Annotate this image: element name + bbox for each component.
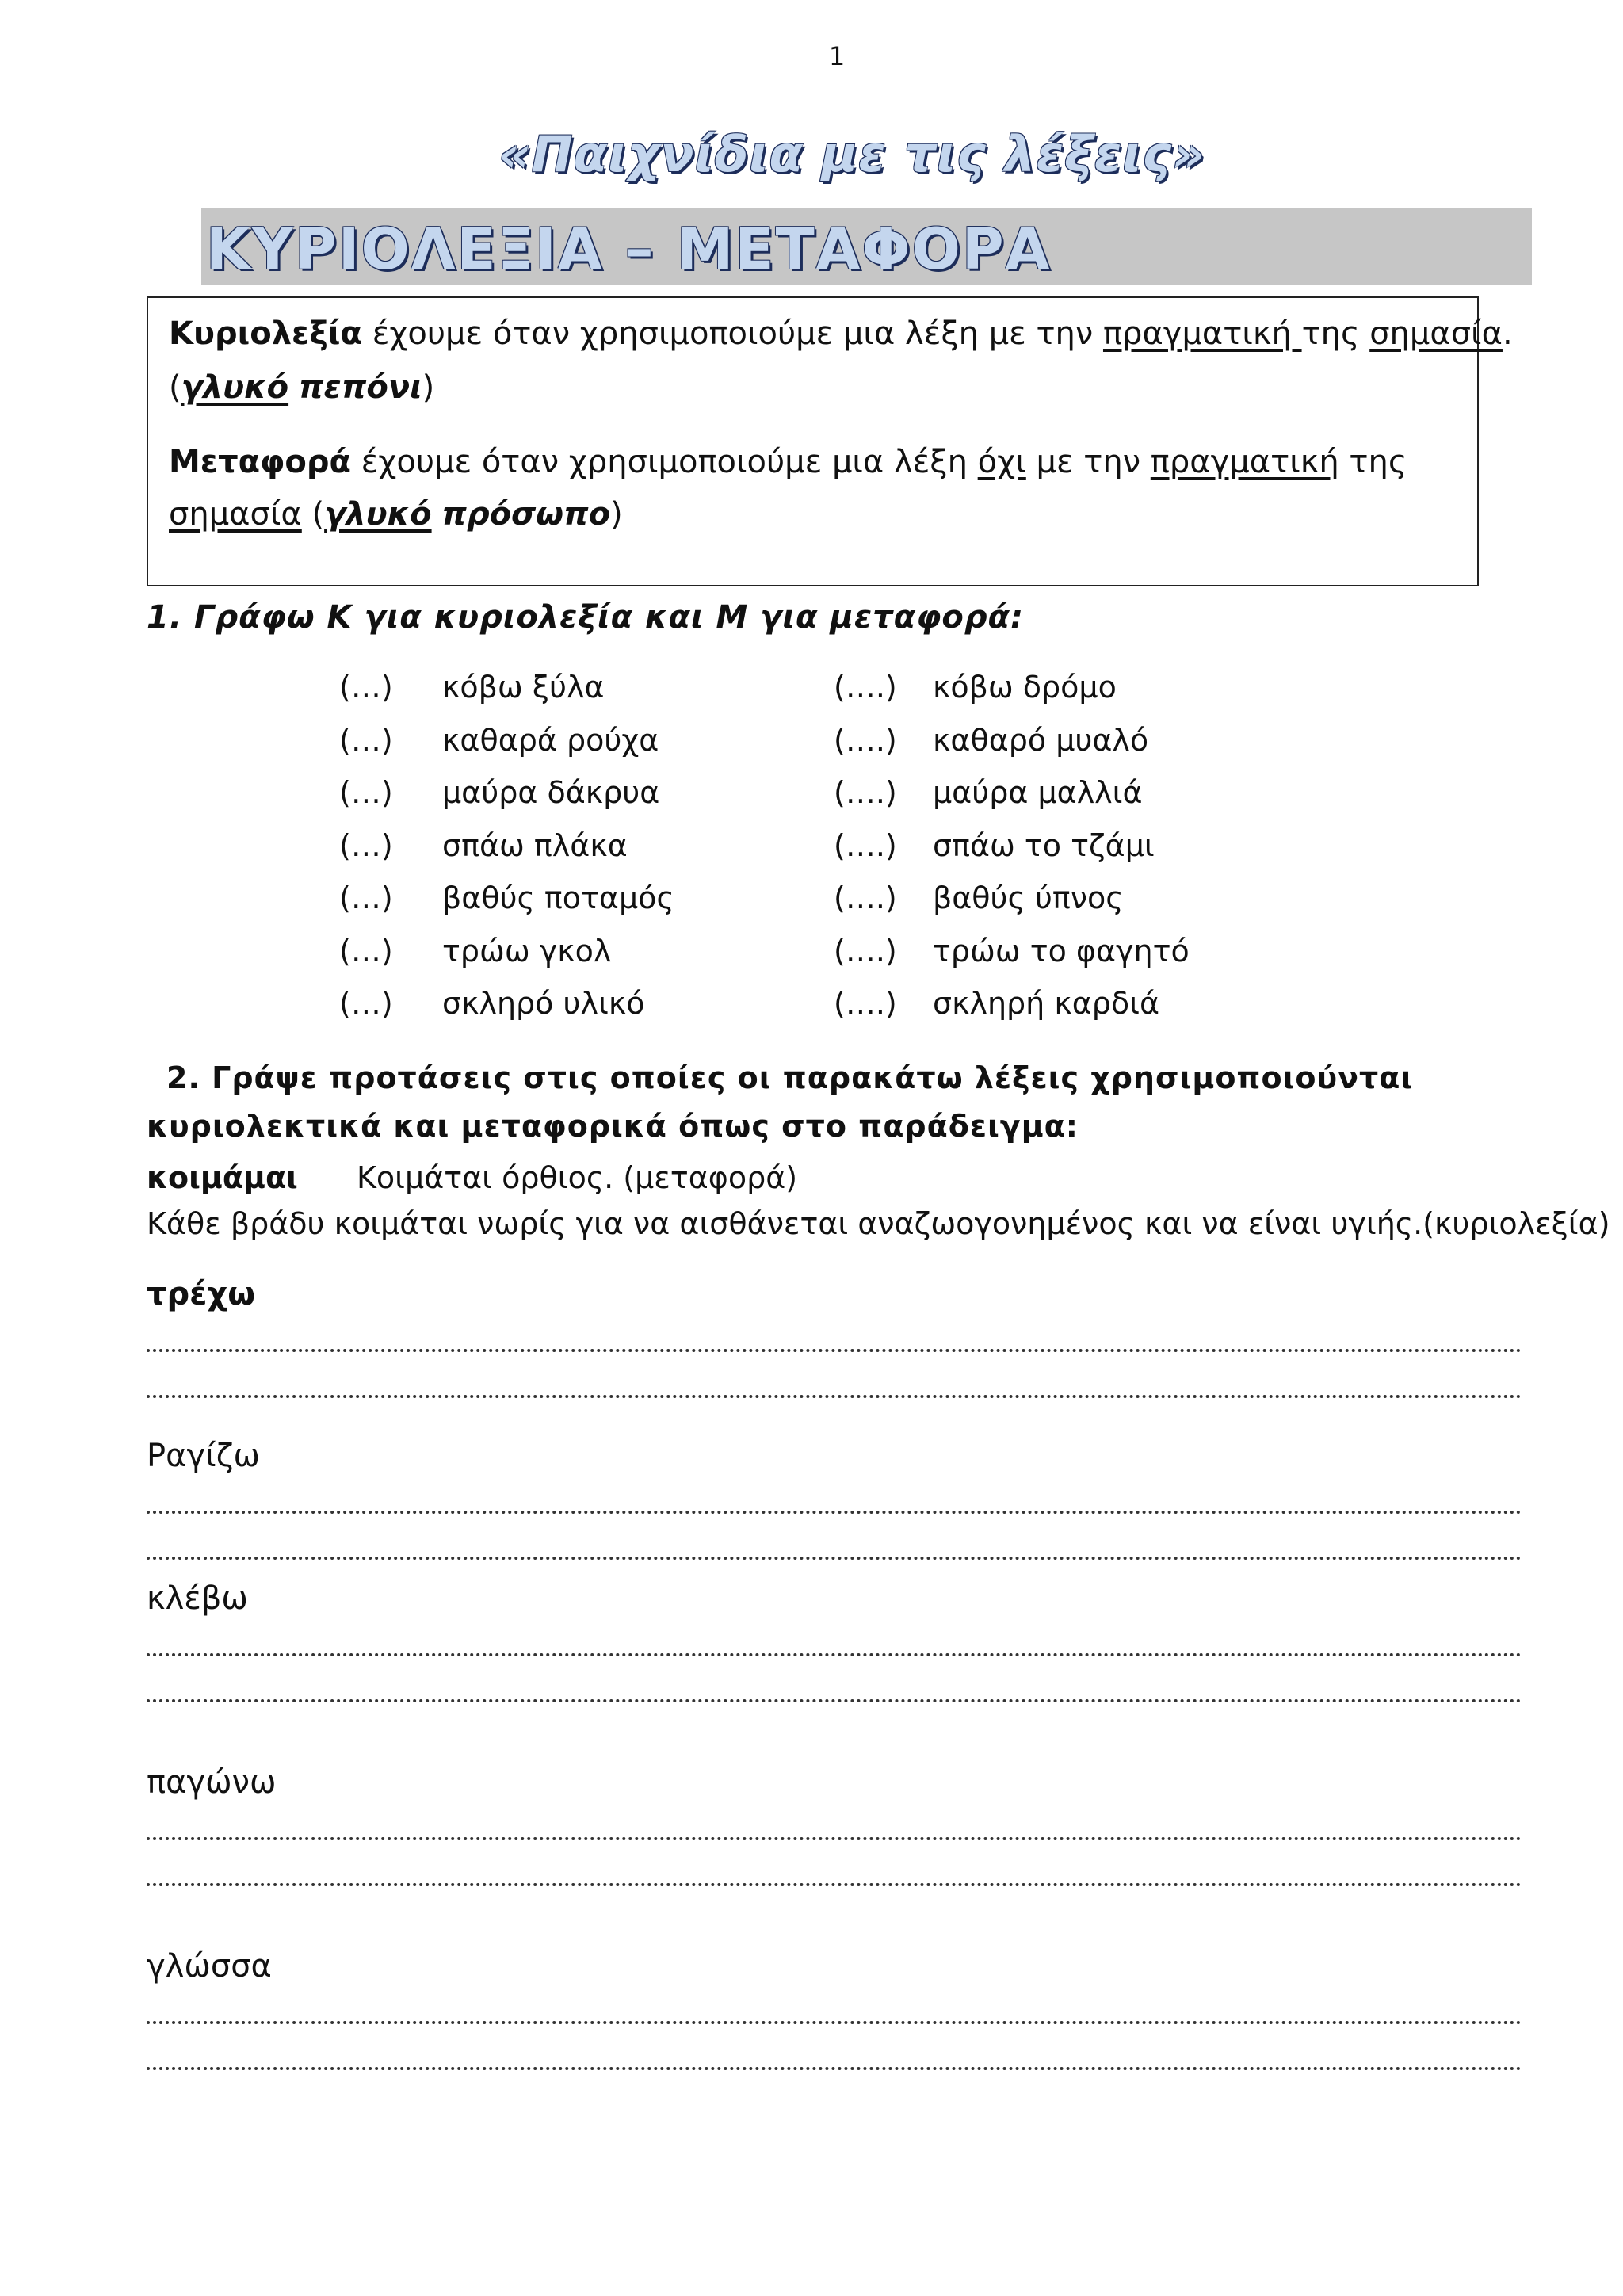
prompt-word: Ραγίζω xyxy=(147,1438,260,1474)
answer-blank-right[interactable]: (….) xyxy=(834,934,897,968)
phrase-right: μαύρα μαλλιά xyxy=(933,775,1143,810)
phrase-right: κόβω δρόμο xyxy=(933,670,1117,705)
answer-line[interactable] xyxy=(147,1653,1522,1656)
phrase-left: βαθύς ποταμός xyxy=(442,881,674,915)
phrase-left: σκληρό υλικό xyxy=(442,986,645,1021)
answer-line[interactable] xyxy=(147,1557,1522,1560)
metaphor-example-noun: πρόσωπο xyxy=(441,496,611,533)
answer-blank-right[interactable]: (….) xyxy=(834,881,897,915)
prompt-word: παγώνω xyxy=(147,1764,277,1801)
prompt-word: γλώσσα xyxy=(147,1948,272,1985)
metaphor-example-space xyxy=(432,496,442,533)
metaphor-text-3: της xyxy=(1338,444,1407,480)
exercise-2-title-line-1: 2. Γράψε προτάσεις στις οποίες οι παρακάτω λέξεις χρησιμοποιούνται xyxy=(166,1060,1414,1095)
phrase-left: κόβω ξύλα xyxy=(442,670,605,705)
metaphor-underlined-meaning: σημασία xyxy=(169,496,302,533)
metaphor-text-2: με την xyxy=(1025,444,1151,480)
metaphor-term: Μεταφορά xyxy=(169,444,351,480)
literal-example-noun: πεπόνι xyxy=(298,369,422,406)
answer-blank-left[interactable]: (…) xyxy=(339,828,393,863)
literal-text-1: έχουμε όταν χρησιμοποιούμε μια λέξη με την xyxy=(361,315,1103,352)
phrase-left: σπάω πλάκα xyxy=(442,828,628,863)
worksheet-title: «Παιχνίδια με τις λέξεις» xyxy=(498,125,1205,183)
literal-underlined-meaning: σημασία xyxy=(1369,315,1503,352)
exercise-1-title: 1. Γράφω Κ για κυριολεξία και Μ για μεταφορά: xyxy=(147,599,1024,636)
prompt-word: τρέχω xyxy=(147,1276,255,1312)
example-metaphor-sentence: Κοιμάται όρθιος. (μεταφορά) xyxy=(357,1160,798,1195)
example-literal-sentence: Κάθε βράδυ κοιμάται νωρίς για να αισθάνεται αναζωογονημένος και να είναι υγιής.(κυριολεξία) xyxy=(147,1206,1610,1241)
phrase-right: καθαρό μυαλό xyxy=(933,723,1149,758)
literal-example-word: γλυκό xyxy=(181,369,289,406)
answer-blank-right[interactable]: (….) xyxy=(834,670,897,705)
answer-line[interactable] xyxy=(147,2021,1522,2024)
literal-example-close: ) xyxy=(422,369,435,406)
answer-blank-right[interactable]: (….) xyxy=(834,828,897,863)
page-number: 1 xyxy=(828,41,846,71)
answer-blank-left[interactable]: (…) xyxy=(339,986,393,1021)
answer-line[interactable] xyxy=(147,1349,1522,1352)
literal-example xyxy=(169,369,434,406)
metaphor-text-1: έχουμε όταν χρησιμοποιούμε μια λέξη xyxy=(350,444,978,480)
example-word: κοιμάμαι xyxy=(147,1160,298,1195)
answer-blank-left[interactable]: (…) xyxy=(339,881,393,915)
answer-blank-left[interactable]: (…) xyxy=(339,934,393,968)
metaphor-underlined-not: όχι xyxy=(977,444,1026,480)
literal-example-open: ( xyxy=(169,369,181,406)
literal-text-3: . xyxy=(1502,315,1513,352)
phrase-left: μαύρα δάκρυα xyxy=(442,775,660,810)
answer-blank-right[interactable]: (….) xyxy=(834,723,897,758)
exercise-2-title-line-2: κυριολεκτικά και μεταφορικά όπως στο παράδειγμα: xyxy=(147,1109,1079,1144)
literal-definition xyxy=(169,315,1513,352)
answer-line[interactable] xyxy=(147,1511,1522,1514)
phrase-right: σπάω το τζάμι xyxy=(933,828,1155,863)
answer-blank-right[interactable]: (….) xyxy=(834,775,897,810)
phrase-left: καθαρά ρούχα xyxy=(442,723,659,758)
answer-blank-right[interactable]: (….) xyxy=(834,986,897,1021)
answer-line[interactable] xyxy=(147,1699,1522,1702)
metaphor-example xyxy=(169,496,623,533)
metaphor-underlined-real: πραγματική xyxy=(1150,444,1339,480)
answer-blank-left[interactable]: (…) xyxy=(339,670,393,705)
phrase-right: βαθύς ύπνος xyxy=(933,881,1124,915)
answer-line[interactable] xyxy=(147,1883,1522,1886)
metaphor-example-open: ( xyxy=(301,496,325,533)
answer-blank-left[interactable]: (…) xyxy=(339,775,393,810)
literal-underlined-real: πραγματική xyxy=(1102,315,1302,352)
answer-line[interactable] xyxy=(147,2067,1522,2070)
phrase-left: τρώω γκολ xyxy=(442,934,612,968)
literal-example-space xyxy=(288,369,299,406)
section-title: ΚΥΡΙΟΛΕΞΙΑ – ΜΕΤΑΦΟΡΑ xyxy=(206,216,1052,282)
metaphor-example-close: ) xyxy=(610,496,623,533)
metaphor-definition xyxy=(169,444,1407,480)
answer-line[interactable] xyxy=(147,1395,1522,1398)
phrase-right: σκληρή καρδιά xyxy=(933,986,1160,1021)
prompt-word: κλέβω xyxy=(147,1580,248,1617)
literal-term: Κυριολεξία xyxy=(169,315,362,352)
answer-line[interactable] xyxy=(147,1837,1522,1840)
literal-text-2: της xyxy=(1301,315,1370,352)
phrase-right: τρώω το φαγητό xyxy=(933,934,1190,968)
metaphor-example-word: γλυκό xyxy=(324,496,432,533)
answer-blank-left[interactable]: (…) xyxy=(339,723,393,758)
